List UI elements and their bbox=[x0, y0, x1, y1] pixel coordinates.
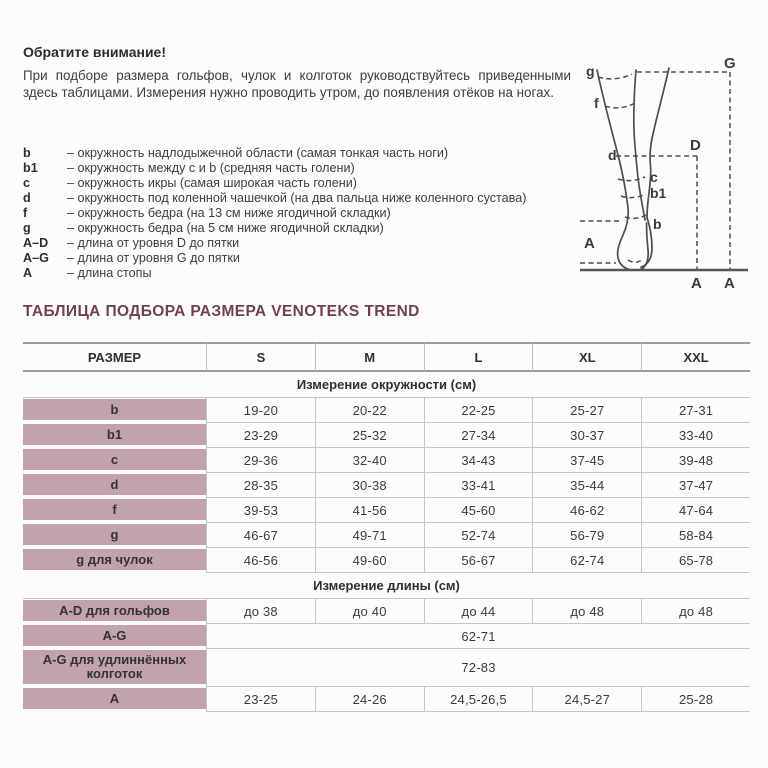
table-row-g-stockings bbox=[23, 548, 750, 573]
value-cell: до 38 bbox=[206, 599, 315, 624]
value-cell: 20-22 bbox=[315, 398, 424, 423]
value-cell: 47-64 bbox=[641, 498, 750, 523]
value-cell: 37-45 bbox=[532, 448, 641, 473]
leg-outline-middle bbox=[634, 70, 645, 220]
row-label-cell bbox=[23, 599, 206, 624]
row-label: g для чулок bbox=[23, 549, 206, 570]
level-g-line bbox=[598, 74, 632, 79]
value-cell: 58-84 bbox=[641, 523, 750, 548]
row-label: A bbox=[23, 688, 206, 709]
definition-desc: – окружность икры (самая широкая часть голени) bbox=[67, 176, 357, 190]
table-row-b bbox=[23, 398, 750, 423]
notice-body: При подборе размера гольфов, чулок и колготок руководствуйтесь приведенными здесь таблицами. Измерения нужно проводить утром, до появления отёков на ногах. bbox=[23, 68, 571, 100]
diagram-label-A-left: A bbox=[584, 235, 595, 252]
row-label-cell bbox=[23, 548, 206, 573]
table-row-g bbox=[23, 523, 750, 548]
value-cell: 27-31 bbox=[641, 398, 750, 423]
section-row-length bbox=[23, 573, 750, 599]
definition-desc: – окружность бедра (на 13 см ниже ягодичной складки) bbox=[67, 206, 391, 220]
diagram-label-D: D bbox=[690, 137, 701, 154]
value-cell: до 44 bbox=[424, 599, 533, 624]
value-cell: 22-25 bbox=[424, 398, 533, 423]
value-cell: до 48 bbox=[532, 599, 641, 624]
definition-desc: – окружность между c и b (средняя часть голени) bbox=[67, 161, 355, 175]
definition-row bbox=[23, 191, 585, 206]
value-cell: 46-56 bbox=[206, 548, 315, 573]
value-cell: 34-43 bbox=[424, 448, 533, 473]
value-cell: 19-20 bbox=[206, 398, 315, 423]
value-cell: 49-71 bbox=[315, 523, 424, 548]
notice-title: Обратите внимание! bbox=[23, 44, 167, 60]
value-cell: 46-62 bbox=[532, 498, 641, 523]
table-row-b1 bbox=[23, 423, 750, 448]
value-cell: 46-67 bbox=[206, 523, 315, 548]
leg-measurement-diagram bbox=[568, 46, 766, 298]
table-row-c bbox=[23, 448, 750, 473]
definition-term: b1 bbox=[23, 161, 38, 175]
row-label-cell bbox=[23, 687, 206, 712]
value-cell: 62-74 bbox=[532, 548, 641, 573]
diagram-label-b: b bbox=[653, 216, 662, 232]
row-label-cell bbox=[23, 523, 206, 548]
definition-desc: – окружность надлодыжечной области (самая тонкая часть ноги) bbox=[67, 146, 449, 160]
value-cell: 33-40 bbox=[641, 423, 750, 448]
col-header-size: РАЗМЕР bbox=[23, 342, 206, 372]
diagram-label-G: G bbox=[724, 55, 736, 72]
value-cell: 30-38 bbox=[315, 473, 424, 498]
row-label: g bbox=[23, 524, 206, 545]
value-cell: 25-27 bbox=[532, 398, 641, 423]
diagram-label-A-bottom-1: A bbox=[691, 275, 702, 292]
definition-term: f bbox=[23, 206, 28, 220]
value-cell: 35-44 bbox=[532, 473, 641, 498]
table-row-a bbox=[23, 687, 750, 712]
merged-value-cell: 62-71 bbox=[206, 624, 750, 649]
value-cell: 45-60 bbox=[424, 498, 533, 523]
row-label: c bbox=[23, 449, 206, 470]
section-title: Измерение длины (см) bbox=[23, 573, 750, 599]
value-cell: 27-34 bbox=[424, 423, 533, 448]
definition-row bbox=[23, 236, 585, 251]
definition-term: b bbox=[23, 146, 31, 160]
section-row-circumference bbox=[23, 372, 750, 398]
definition-row bbox=[23, 206, 585, 221]
definition-row bbox=[23, 266, 585, 281]
row-label-cell bbox=[23, 624, 206, 649]
definition-term: A–G bbox=[23, 251, 49, 265]
section-title: Измерение окружности (см) bbox=[23, 372, 750, 398]
value-cell: 56-67 bbox=[424, 548, 533, 573]
row-label-cell bbox=[23, 498, 206, 523]
row-label-cell bbox=[23, 423, 206, 448]
table-row-ad-golfs bbox=[23, 599, 750, 624]
col-header-m: M bbox=[315, 342, 424, 372]
value-cell: 28-35 bbox=[206, 473, 315, 498]
row-label-cell bbox=[23, 473, 206, 498]
measurement-definitions bbox=[23, 146, 585, 281]
definition-row bbox=[23, 251, 585, 266]
table-row-ag-long-tights bbox=[23, 649, 750, 687]
col-header-xl: XL bbox=[532, 342, 641, 372]
row-label: f bbox=[23, 499, 206, 520]
value-cell: 24,5-27 bbox=[532, 687, 641, 712]
table-title: ТАБЛИЦА ПОДБОРА РАЗМЕРА VENOTEKS TREND bbox=[23, 303, 420, 320]
definition-desc: – окружность бедра (на 5 см ниже ягодичной складки) bbox=[67, 221, 384, 235]
definition-term: A–D bbox=[23, 236, 49, 250]
definition-term: d bbox=[23, 191, 31, 205]
diagram-label-g: g bbox=[586, 63, 595, 79]
table-row-ag bbox=[23, 624, 750, 649]
row-label-line2: колготок bbox=[86, 666, 143, 681]
level-f-line bbox=[605, 103, 635, 108]
row-label-cell bbox=[23, 448, 206, 473]
definition-term: c bbox=[23, 176, 31, 190]
value-cell: 24,5-26,5 bbox=[424, 687, 533, 712]
leg-outline-left bbox=[597, 70, 648, 270]
definition-row bbox=[23, 146, 585, 161]
col-header-s: S bbox=[206, 342, 315, 372]
definition-term: g bbox=[23, 221, 31, 235]
row-label-cell bbox=[23, 649, 206, 687]
table-row-d bbox=[23, 473, 750, 498]
row-label: A-G bbox=[23, 625, 206, 646]
diagram-label-c: c bbox=[650, 169, 658, 185]
diagram-label-f: f bbox=[594, 95, 599, 111]
size-table-header-row bbox=[23, 342, 750, 372]
toes-line bbox=[628, 259, 643, 262]
value-cell: 30-37 bbox=[532, 423, 641, 448]
value-cell: 32-40 bbox=[315, 448, 424, 473]
col-header-l: L bbox=[424, 342, 533, 372]
value-cell: 56-79 bbox=[532, 523, 641, 548]
diagram-label-b1: b1 bbox=[650, 185, 667, 201]
diagram-label-A-bottom-2: A bbox=[724, 275, 735, 292]
value-cell: 41-56 bbox=[315, 498, 424, 523]
row-label: b1 bbox=[23, 424, 206, 445]
value-cell: 39-48 bbox=[641, 448, 750, 473]
definition-desc: – длина от уровня G до пятки bbox=[67, 251, 240, 265]
row-label: b bbox=[23, 399, 206, 420]
row-label: d bbox=[23, 474, 206, 495]
definition-desc: – длина стопы bbox=[67, 266, 152, 280]
value-cell: 52-74 bbox=[424, 523, 533, 548]
value-cell: 25-32 bbox=[315, 423, 424, 448]
merged-value-cell: 72-83 bbox=[206, 649, 750, 687]
value-cell: 49-60 bbox=[315, 548, 424, 573]
value-cell: до 40 bbox=[315, 599, 424, 624]
value-cell: 33-41 bbox=[424, 473, 533, 498]
col-header-xxl: XXL bbox=[641, 342, 750, 372]
definition-desc: – окружность под коленной чашечкой (на два пальца ниже коленного сустава) bbox=[67, 191, 527, 205]
row-label: A-D для гольфов bbox=[23, 600, 206, 621]
table-row-f bbox=[23, 498, 750, 523]
value-cell: 37-47 bbox=[641, 473, 750, 498]
row-label-line1: A-G для удлиннённых bbox=[42, 652, 187, 667]
diagram-label-d: d bbox=[608, 147, 617, 163]
value-cell: 23-29 bbox=[206, 423, 315, 448]
row-label-cell bbox=[23, 398, 206, 423]
definition-desc: – длина от уровня D до пятки bbox=[67, 236, 240, 250]
notice-block bbox=[23, 44, 571, 101]
value-cell: до 48 bbox=[641, 599, 750, 624]
value-cell: 23-25 bbox=[206, 687, 315, 712]
value-cell: 65-78 bbox=[641, 548, 750, 573]
value-cell: 24-26 bbox=[315, 687, 424, 712]
definition-term: A bbox=[23, 266, 33, 280]
level-b1-line bbox=[621, 194, 646, 198]
value-cell: 25-28 bbox=[641, 687, 750, 712]
definition-row bbox=[23, 221, 585, 236]
level-c-line bbox=[618, 177, 645, 181]
row-label bbox=[23, 650, 206, 684]
definition-row bbox=[23, 161, 585, 176]
size-table bbox=[23, 342, 750, 712]
definition-row bbox=[23, 176, 585, 191]
value-cell: 29-36 bbox=[206, 448, 315, 473]
value-cell: 39-53 bbox=[206, 498, 315, 523]
